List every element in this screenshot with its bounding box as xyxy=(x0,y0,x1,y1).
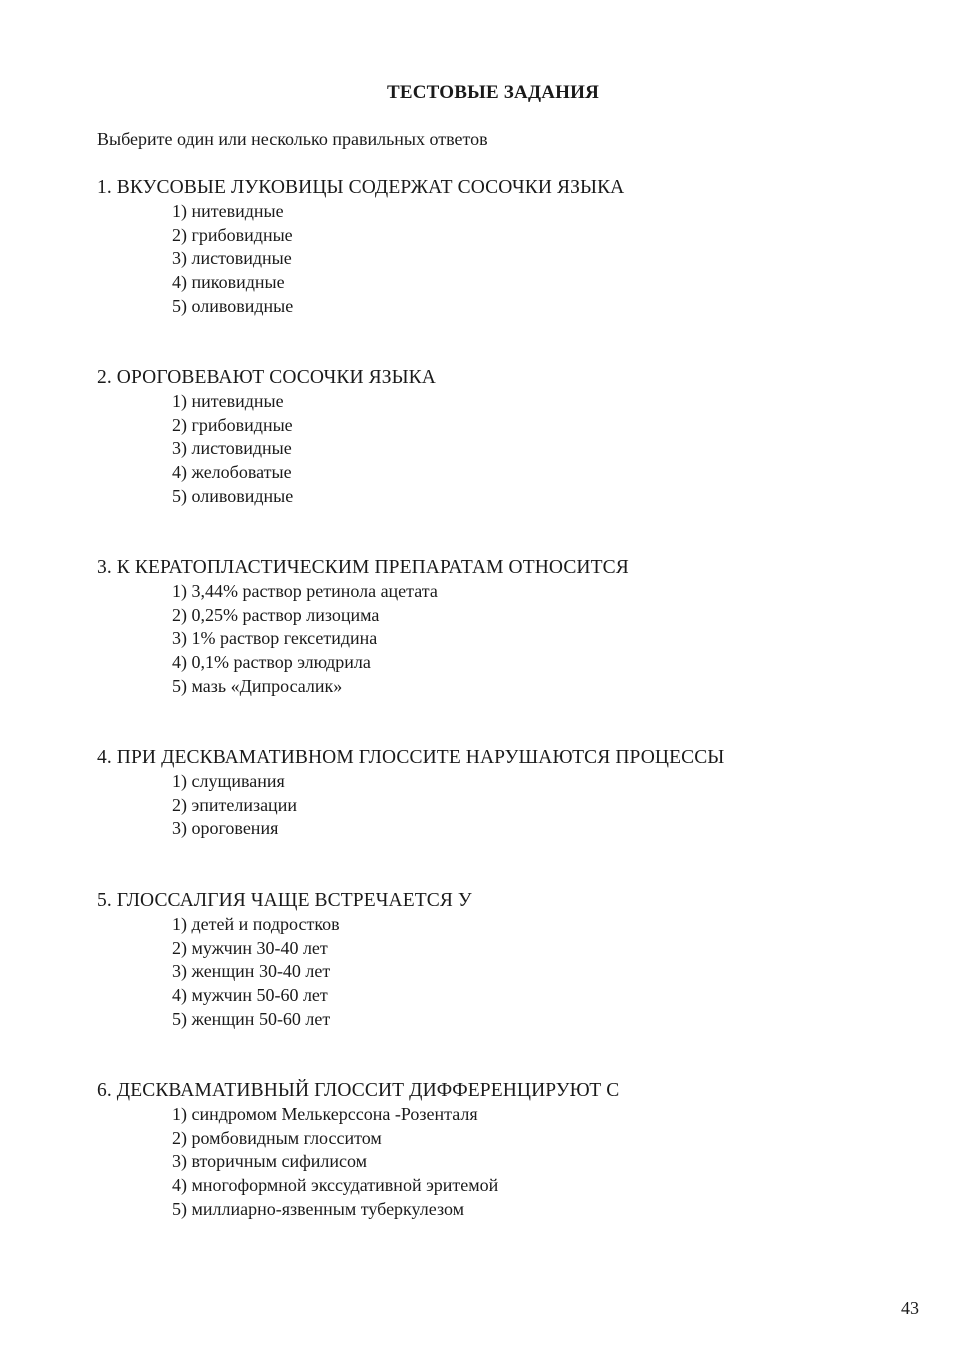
question-3 xyxy=(97,556,629,698)
answer-option[interactable]: 4) желобоватые xyxy=(172,462,292,483)
answer-options xyxy=(97,390,436,508)
answer-option[interactable]: 5) оливовидные xyxy=(172,295,294,316)
answer-option[interactable]: 5) миллиарно-язвенным туберкулезом xyxy=(172,1198,464,1219)
answer-option[interactable]: 2) мужчин 30-40 лет xyxy=(172,937,328,958)
answer-option[interactable]: 2) грибовидные xyxy=(172,224,293,245)
answer-option[interactable]: 2) 0,25% раствор лизоцима xyxy=(172,604,380,625)
question-text: 3. К КЕРАТОПЛАСТИЧЕСКИМ ПРЕПАРАТАМ ОТНОСИТСЯ xyxy=(97,557,629,578)
question-text: 4. ПРИ ДЕСКВАМАТИВНОМ ГЛОССИТЕ НАРУШАЮТСЯ ПРОЦЕССЫ xyxy=(97,747,725,768)
question-4 xyxy=(97,746,724,841)
answer-option[interactable]: 3) листовидные xyxy=(172,248,292,269)
answer-options xyxy=(97,1103,619,1221)
answer-option[interactable]: 3) 1% раствор гексетидина xyxy=(172,628,378,649)
answer-options xyxy=(97,200,624,318)
answer-option[interactable]: 1) нитевидные xyxy=(172,201,284,221)
question-text: 1. ВКУСОВЫЕ ЛУКОВИЦЫ СОДЕРЖАТ СОСОЧКИ ЯЗЫКА xyxy=(97,177,625,198)
answer-option[interactable]: 4) пиковидные xyxy=(172,272,285,293)
question-2 xyxy=(97,366,436,508)
answer-option[interactable]: 3) женщин 30-40 лет xyxy=(172,961,331,982)
answer-option[interactable]: 3) вторичным сифилисом xyxy=(172,1151,368,1172)
question-text: 5. ГЛОССАЛГИЯ ЧАЩЕ ВСТРЕЧАЕТСЯ У xyxy=(97,890,472,911)
answer-option[interactable]: 1) синдромом Мелькерссона -Розенталя xyxy=(172,1104,478,1124)
answer-options xyxy=(97,770,724,841)
page-number: 43 xyxy=(901,1298,919,1318)
answer-option[interactable]: 4) мужчин 50-60 лет xyxy=(172,985,328,1006)
question-text: 2. ОРОГОВЕВАЮТ СОСОЧКИ ЯЗЫКА xyxy=(97,367,436,388)
question-text: 6. ДЕСКВАМАТИВНЫЙ ГЛОССИТ ДИФФЕРЕНЦИРУЮТ С xyxy=(97,1080,620,1101)
answer-option[interactable]: 2) эпителизации xyxy=(172,794,297,815)
answer-option[interactable]: 5) мазь «Дипросалик» xyxy=(172,675,343,696)
answer-option[interactable]: 2) грибовидные xyxy=(172,414,293,435)
answer-option[interactable]: 3) листовидные xyxy=(172,438,292,459)
answer-option[interactable]: 5) оливовидные xyxy=(172,485,294,506)
question-1 xyxy=(97,176,624,318)
answer-option[interactable]: 1) 3,44% раствор ретинола ацетата xyxy=(172,581,438,601)
answer-option[interactable]: 2) ромбовидным глосситом xyxy=(172,1127,382,1148)
answer-option[interactable]: 3) ороговения xyxy=(172,818,279,839)
answer-option[interactable]: 5) женщин 50-60 лет xyxy=(172,1008,331,1029)
answer-options xyxy=(97,580,629,698)
answer-option[interactable]: 1) нитевидные xyxy=(172,391,284,411)
question-5 xyxy=(97,889,472,1031)
question-6 xyxy=(97,1079,619,1221)
answer-option[interactable]: 1) слущивания xyxy=(172,771,285,791)
page-title: ТЕСТОВЫЕ ЗАДАНИЯ xyxy=(386,82,600,103)
answer-options xyxy=(97,913,472,1031)
answer-option[interactable]: 4) многоформной экссудативной эритемой xyxy=(172,1175,499,1196)
answer-option[interactable]: 4) 0,1% раствор элюдрила xyxy=(172,652,371,673)
answer-option[interactable]: 1) детей и подростков xyxy=(172,914,340,934)
instruction-text: Выберите один или несколько правильных ответов xyxy=(97,129,488,149)
